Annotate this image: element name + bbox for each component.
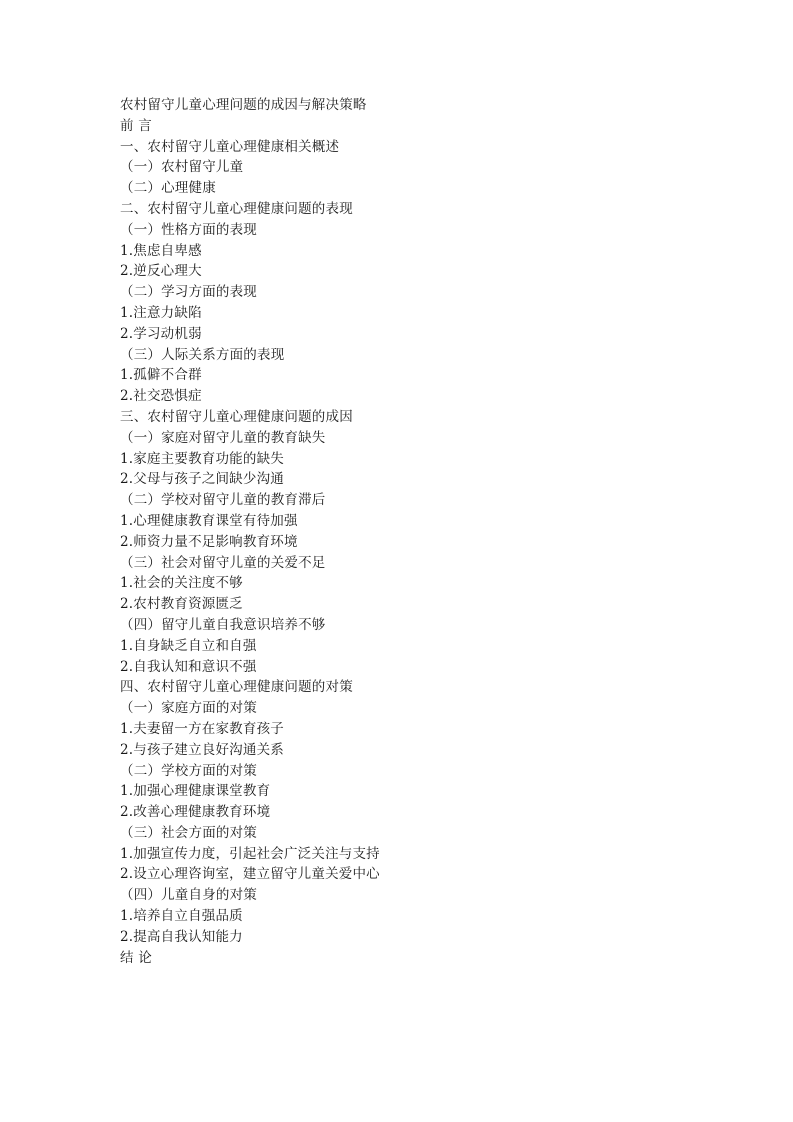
outline-line: （四）儿童自身的对策 (120, 887, 257, 904)
outline-line: 2.农村教育资源匮乏 (120, 596, 243, 613)
outline-line: 前 言 (120, 117, 152, 134)
table-of-contents (120, 95, 680, 968)
outline-line: 2.提高自我认知能力 (120, 928, 243, 945)
outline-line: 三、农村留守儿童心理健康问题的成因 (120, 408, 353, 425)
outline-line: （二）学习方面的表现 (120, 284, 257, 301)
outline-line: （二）学校方面的对策 (120, 762, 257, 779)
outline-line: （二）学校对留守儿童的教育滞后 (120, 492, 326, 509)
outline-line: 1.家庭主要教育功能的缺失 (120, 450, 284, 467)
outline-line: 1.夫妻留一方在家教育孩子 (120, 720, 284, 737)
outline-line: 1.社会的关注度不够 (120, 575, 243, 592)
outline-line: （一）家庭方面的对策 (120, 700, 257, 717)
outline-line: 2.师资力量不足影响教育环境 (120, 533, 298, 550)
outline-line: 四、农村留守儿童心理健康问题的对策 (120, 679, 353, 696)
document-title: 农村留守儿童心理问题的成因与解决策略 (120, 97, 367, 113)
outline-line: （三）人际关系方面的表现 (120, 346, 285, 363)
outline-line: （二）心理健康 (120, 180, 216, 197)
outline-line: 2.与孩子建立良好沟通关系 (120, 741, 284, 758)
outline-line: 2.父母与孩子之间缺少沟通 (120, 471, 284, 488)
outline-line: 1.加强心理健康课堂教育 (120, 783, 271, 800)
outline-line: 1.培养自立自强品质 (120, 908, 243, 925)
outline-line: 1.焦虑自卑感 (120, 242, 202, 259)
outline-line: 1.加强宣传力度，引起社会广泛关注与支持 (120, 845, 380, 862)
outline-line: 1.自身缺乏自立和自强 (120, 637, 257, 654)
outline-line: 2.逆反心理大 (120, 263, 202, 280)
outline-line: 1.注意力缺陷 (120, 304, 202, 321)
outline-line: 2.设立心理咨询室，建立留守儿童关爱中心 (120, 866, 380, 883)
outline-line: （一）家庭对留守儿童的教育缺失 (120, 429, 326, 446)
outline-line: 2.学习动机弱 (120, 325, 202, 342)
outline-line: 2.自我认知和意识不强 (120, 658, 257, 675)
outline-line: 1.孤僻不合群 (120, 367, 202, 384)
outline-line: （一）农村留守儿童 (120, 159, 244, 176)
outline-line: （三）社会对留守儿童的关爱不足 (120, 554, 326, 571)
outline-line: 结 论 (120, 949, 152, 966)
outline-line: （三）社会方面的对策 (120, 824, 257, 841)
outline-line: 1.心理健康教育课堂有待加强 (120, 512, 298, 529)
outline-line: （一）性格方面的表现 (120, 221, 257, 238)
outline-line: 一、农村留守儿童心理健康相关概述 (120, 138, 340, 155)
outline-line: 2.社交恐惧症 (120, 388, 202, 405)
outline-line: 二、农村留守儿童心理健康问题的表现 (120, 200, 353, 217)
outline-line: 2.改善心理健康教育环境 (120, 804, 271, 821)
outline-line: （四）留守儿童自我意识培养不够 (120, 616, 326, 633)
